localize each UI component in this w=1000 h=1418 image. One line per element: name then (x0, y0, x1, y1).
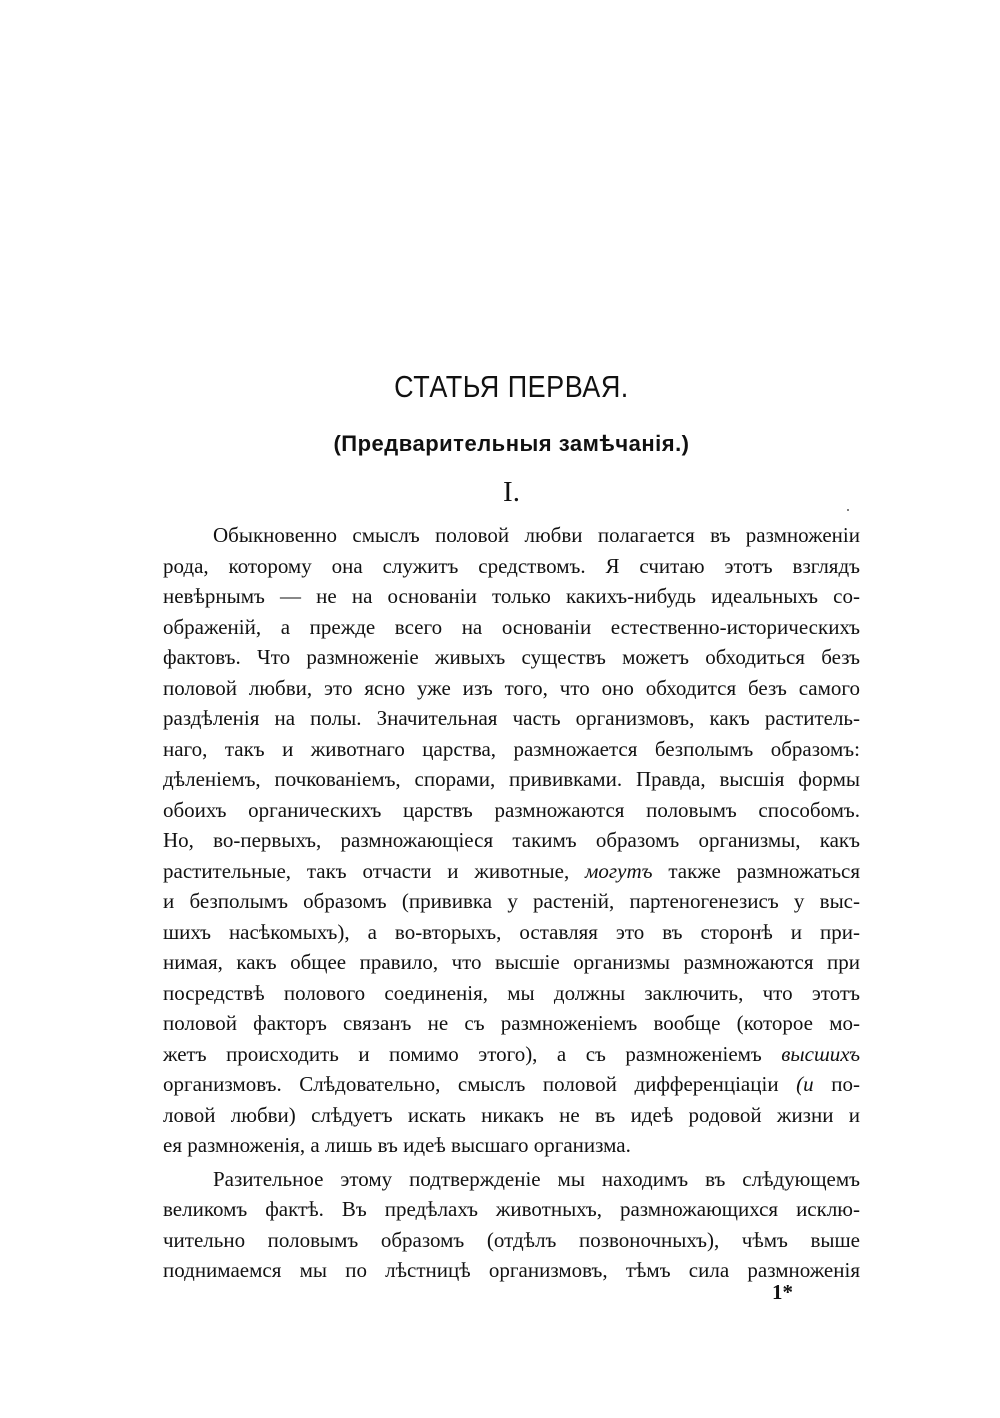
text-line: ловой любви) слѣдуетъ искать никакъ не въ идеѣ родовой жизни и (163, 1102, 860, 1127)
text-fragment: жетъ происходить и помимо этого), а съ размноженіемъ (163, 1041, 762, 1066)
text-fragment: организмовъ. Слѣдовательно, смыслъ половой дифференціаціи (163, 1072, 779, 1096)
text-line: невѣрнымъ — не на основаніи только какихъ-нибудь идеальныхъ со- (163, 584, 860, 608)
text-line: обоихъ органическихъ царствъ размножаются половымъ способомъ. (163, 797, 860, 822)
text-line (163, 1069, 860, 1100)
text-line: наго, такъ и животнаго царства, размножается безполымъ образомъ: (163, 736, 860, 761)
article-subtitle: (Предварительныя замѣчанія.) (333, 431, 690, 456)
text-fragment: по- (831, 1072, 861, 1096)
text-line (163, 1039, 860, 1070)
text-line: посредствѣ полового соединенія, мы должны заключить, что этотъ (163, 980, 860, 1005)
text-line: Разительное этому подтвержденіе мы находимъ въ слѣдующемъ (213, 1166, 860, 1191)
text-line: нимая, какъ общее правило, что высшіе организмы размножаются при (163, 950, 860, 974)
text-line: половой любви, это ясно уже изъ того, что оно обходится безъ самого (163, 675, 860, 700)
italic-word: высшихъ (781, 1041, 860, 1066)
text-fragment: также размножаться (668, 858, 861, 883)
text-line: ображеній, а прежде всего на основаніи естественно-историческихъ (163, 614, 860, 639)
text-line (163, 856, 860, 887)
text-line: чительно половымъ образомъ (отдѣлъ позвоночныхъ), чѣмъ выше (163, 1227, 860, 1252)
article-title: СТАТЬЯ ПЕРВАЯ. (394, 370, 629, 404)
paragraph-2 (163, 1164, 860, 1286)
text-line: великомъ фактѣ. Въ предѣлахъ животныхъ, размножающихся исклю- (163, 1197, 860, 1221)
italic-word: (и (796, 1072, 814, 1096)
print-speck (847, 509, 849, 511)
text-line: Но, во-первыхъ, размножающіеся такимъ образомъ организмы, какъ (163, 828, 860, 852)
text-fragment: растительные, такъ отчасти и животные, (163, 858, 570, 883)
text-line: половой факторъ связанъ не съ размноженіемъ вообще (которое мо- (163, 1011, 860, 1035)
body-text (163, 520, 860, 1286)
text-line: шихъ насѣкомыхъ), а во-вторыхъ, оставляя это въ сторонѣ и при- (163, 919, 860, 944)
text-line: рода, которому она служитъ средствомъ. Я считаю этотъ взглядъ (163, 553, 860, 578)
page-number: 1* (772, 1280, 793, 1304)
text-line: фактовъ. Что размноженіе живыхъ существъ можетъ обходиться безъ (163, 645, 860, 669)
text-line: поднимаемся мы по лѣстницѣ организмовъ, тѣмъ сила размноженія (163, 1258, 860, 1282)
italic-word: могутъ (585, 858, 653, 883)
section-number: I. (503, 476, 520, 508)
paragraph-1 (163, 520, 860, 1161)
text-line: ея размноженія, а лишь въ идеѣ высшаго организма. (163, 1133, 631, 1157)
text-line: раздѣленія на полы. Значительная часть организмовъ, какъ раститель- (163, 706, 860, 730)
text-line: Обыкновенно смыслъ половой любви полагается въ размноженіи (213, 523, 860, 547)
text-line: дѣленіемъ, почкованіемъ, спорами, прививками. Правда, высшія формы (163, 767, 860, 791)
text-line: и безполымъ образомъ (прививка у растеній, партеногенезисъ у выс- (163, 889, 860, 913)
